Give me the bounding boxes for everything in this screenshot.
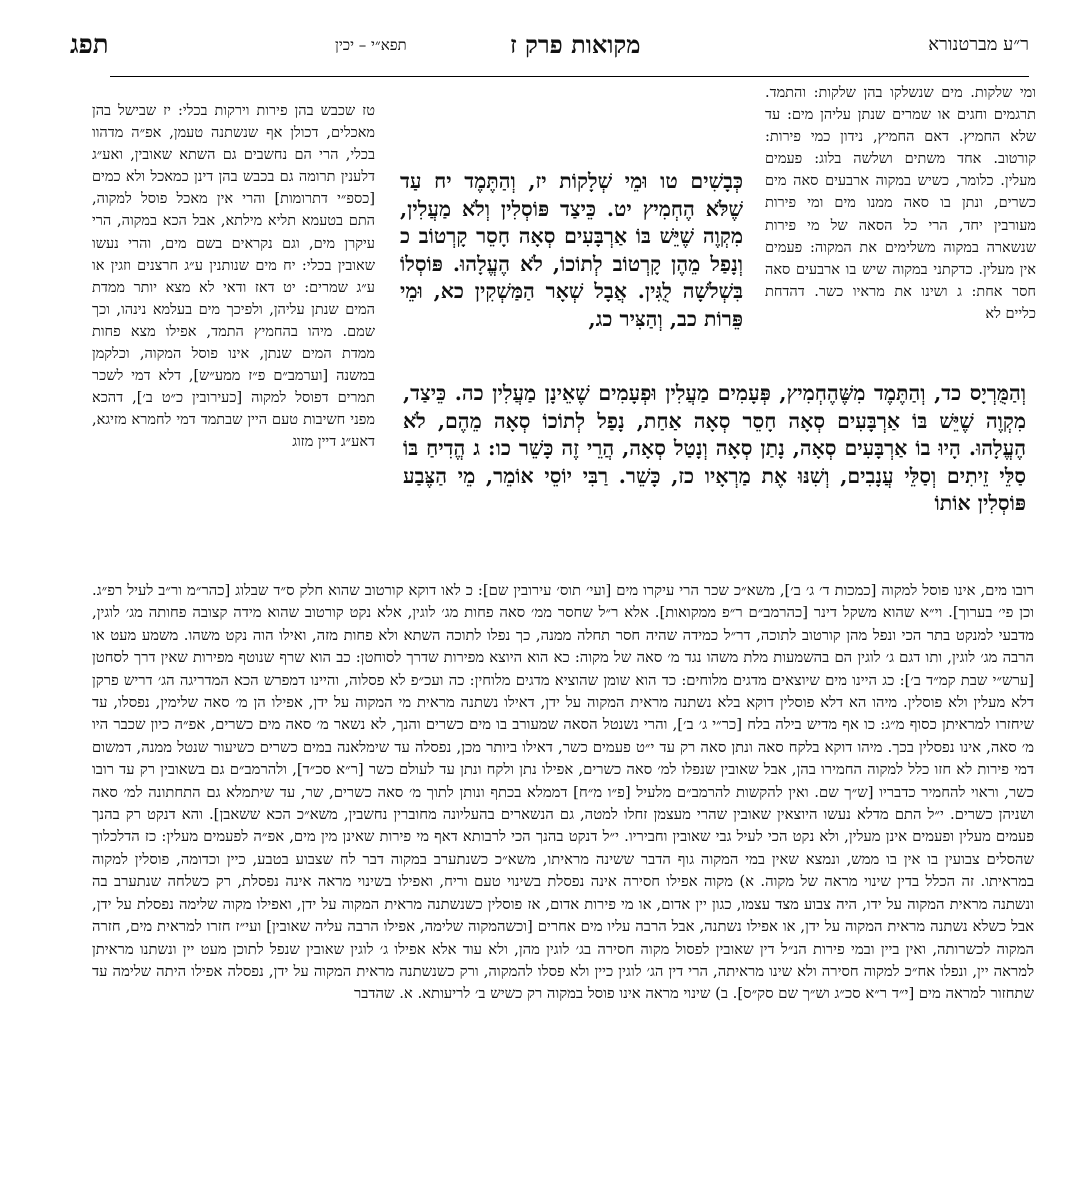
bottom-commentary: רובו מים, אינו פוסל למקוה [כמכות ד׳ ג׳ ב׳], משא״כ שכר הרי עיקרו מים [ועי׳ תוס׳ עירובין שם]: כ לאו דוקא קורטוב שהוא חלק ס״ד שבלוג [כהר״מ ור״ב לעיל רפ״ג. וכן פי׳ בערוך]. וי״א שהוא משקל דינר [כהרמב״ם ר״פ ממקואות]. אלא ר״ל שחסר ממ׳ סאה פחות מג׳ לוגין, אלא נקט קורטוב שהוא מידה קצובה פחותה מג׳ לוגין, מדבעי למנקט בתר הכי ונפל מהן קורטוב לתוכה, דר״ל כמידה שהיה חסר תחלה ממנה, כך נפלו לתוכה השתא ולא פחות מזה, ואילו הוה נקט משהו. משמע מעט או הרבה מג׳ לוגין, ותו דגם ג׳ לוגין הם בהשמעות מלת משהו נגד מ׳ סאה של מקוה: כא הוא היוצא מפירות שדרך לסוחטן: כב הוא שרף שנוטף מפירות שאין דרך לסחטן [ערש״י שבת קמ״ד ב׳]: כג היינו מים שיוצאים מדגים מלוחים: כד הוא שומן שהוציא מדגים מלוחין: כה ועכ״פ לא פסלוה, והיינו דמפרש הכא המדריגה הג׳ דריש פרקן דלא מעלין ולא פוסלין. מיהו הא דלא פוסלין דוקא בלא נשתנה מראית המקוה על ידן, דאילו נשתנה מראית מי המקוה על ידן, אפילו הן מ׳ סאה שלימין, נפסלו, עד שיחזרו למראיתן כסוף מ״ג: כו אף מדיש בילה בלח [כר״י ג׳ ב׳], והרי נשנטל הסאה שמעורב בו מים כשרים והנך, לא נשאר מ׳ סאה מים כשרים, אפ״ה כיון שכבר היו מ׳ סאה, אינו נפסלין בכך. מיהו דוקא בלקח סאה ונתן סאה רק עד י״ט פעמים כשר, דאילו ביותר מכן, נפסלה עד שימלאנה במים כשרים כשיעור שנטל ממנה, דמשום דמי פירות לא חזו כלל למקוה החמירו בהן, אבל שאובין שנפלו למ׳ סאה כשרים, אפילו נתן ולקח ונתן עד לעולם כשר [ר״א סכ״ד], ולהרמב״ם גם בשאובין רק עד רובו כשר, וראוי להחמיר כדבריו [ש״ך שם. ואין להקשות להרמב״ם מלעיל [פ״ו מ״ח] דממלא בכתף ונותן לתוך מ׳ סאה כשרים, שר, עד שיתמלא גם התחתונה למ׳ סאה ושניהן כשרים. י״ל התם מדלא נעשו היוצאין שאובין שהרי מעצמן זחלו למטה, גם הנשארים בהעליונה מחוברין נחשבין, משא״כ הכא ששאבן]. והא דנקט רק בהנך פעמים מעלין ופעמים אינן מעלין, ולא נקט הכי לעיל גבי שאובין וחביריו. י״ל דנקט בהנך הכי לרבותא דאף מי פירות שאינן מין מים, אפ״ה לפעמים מעלין: כז הדלכלוך שהסלים צבועין בו אין בו ממש, ונמצא שאין במי המקוה גוף הדבר ששינה מראיתו, משא״כ כשנתערב במקוה דבר לח שצבוע בטבע, כיין וכדומה, פוסלין למקוה במראיתו. זה הכלל בדין שינוי מראה של מקוה. א) מקוה אפילו חסירה אינה נפסלת בשינוי טעם וריח, ואפילו בשינוי מראה אינה נפסלת, רק כשלחה שנתערב בה ונשתנה מראית המקוה על ידו, היה צבוע מצד עצמו, כגון יין אדום, או מי פירות אדום, אז פוסלין כשנשתנה מראית המקוה על ידן, ואפילו מקוה שלימה נפסלת על ידן, אבל כשלא נשתנה מראית המקוה על ידן, או אפילו נשתנה, אבל הרבה עליו מים אחרים [וכשהמקוה שלימה, אפילו הרבה עליה שאובין] ועי״ז חזרו למראית מים, חזרה המקוה לכשרותה, ואין ביין ובמי פירות הנ״ל דין שאובין לפסול מקוה חסירה בג׳ לוגין מהן, ולא עוד אלא אפילו ג׳ לוגין שאובין שנפל לתוכן מעט יין ונשתנו מראיתן למראה יין, ונפלו אח״כ למקוה חסירה ולא שינו מראיתה, הרי דין הג׳ לוגין כיין ולא פסלו להמקוה, ורק כשנשתנה מראית המקוה על ידן, נפסלה אפילו היתה שלימה עד שתחזור למראה מים [י״ד ר״א סכ״ג וש״ך שם סק״ס]. ב) שינוי מראה אינו פוסל במקוה רק כשיש ב׳ לריעותא. א. שהדבר xyxy=(92,582,1034,1003)
mishnah-text-wide: וְהַמֻּרְיָס כד, וְהַתֶּמֶד מִשֶּׁהֶחְמִיץ, פְּעָמִים מַעֲלִין וּפְעָמִים שֶׁאֵינָן מַעֲלִין כה. כֵּיצַד, מִקְוֶה שֶׁיֵּשׁ בּוֹ אַרְבָּעִים סְאָה חָסֵר סְאָה אַחַת, נָפַל לְתוֹכוֹ סְאָה מֵהֶם, לֹא הֶעֱלָהוּ. הָיוּ בוֹ אַרְבָּעִים סְאָה, נָתַן סְאָה וְנָטַל סְאָה, הֲרֵי זֶה כָּשֵׁר כו: ג הֱדִיחַ בּוֹ סַלֵּי זֵיתִים וְסַלֵּי עֲנָבִים, וְשִׁנּוּ אֶת מַרְאָיו כז, כָּשֵׁר. רַבִּי יוֹסֵי אוֹמֵר, מֵי הַצֶּבַע פּוֹסְלִין אוֹתוֹ xyxy=(403,381,1026,516)
running-header xyxy=(70,30,1029,70)
mishnah-text-top: כְּבָשִׁים טו וּמֵי שְׁלָקוֹת יז, וְהַתֶּמֶד יח עַד שֶׁלֹּא הֶחְמִיץ יט. כֵּיצַד פּוֹסְלִין וְלֹא מַעֲלִין, מִקְוֶה שֶׁיֵּשׁ בּוֹ אַרְבָּעִים סְאָה חָסֵר קָרְטוֹב כ וְנָפַל מֵהֶן קָרְטוֹב לְתוֹכוֹ, לֹא הֶעֱלָהוּ. פּוֹסְלוֹ בִּשְׁלֹשָׁה לֻגִּין. אֲבָל שְׁאָר הַמַּשְׁקִין כא, וּמֵי פֵּרוֹת כב, וְהַצִּיר כג, xyxy=(400,169,743,331)
header-rule xyxy=(110,76,1029,77)
commentary-range: תפא״י – יכין xyxy=(335,36,407,54)
page-number: תפג xyxy=(70,30,109,60)
tractate-title: מקואות פרק ז xyxy=(510,30,641,59)
tiferet-yisrael-commentary: טז שכבש בהן פירות וירקות בכלי: יז שבישל בהן מאכלים, דכולן אף שנשתנה טעמן, אפ״ה מדהוו בכלי, הרי הם נחשבים גם השתא שאובין, ואע״ג דלענין תרומה גם בכבש בהן דינן כמאכל ולא כמים [כספ״י דתרומות] והרי אין מאכל פוסל למקוה, התם בטעמא תליא מילתא, אבל הכא במקוה, הרי עיקרן מים, וגם נקראים בשם מים, והרי נעשו שאובין בכלי: יח מים שנותנין ע״ג חרצנים וזגין או ע״ג שמרים: יט דאז ודאי לא מצא יותר ממדת המים שנתן עליהן, ולפיכך מים בעלמא נינהו, וכך שמם. מיהו בהחמיץ התמד, אפילו מצא פחות ממדת המים שנתן, אינו פוסל המקוה, וכלקמן במשנה [וערמב״ם פ״ז ממע״ש], דלא דמי לשכר תמרים דפוסל למקוה [כעירובין כ״ט ב׳], דהכא מפני חשיבות טעם היין שבתמד דמי לחמרא מזיגא, דאע״ג דיין מזוג xyxy=(92,103,375,451)
commentary-name: ר״ע מברטנורא xyxy=(928,34,1029,55)
bartenura-commentary: ומי שלקות. מים שנשלקו בהן שלקות: והתמד. תרגמים וחגים או שמרים שנתן עליהן מים: עד שלא החמיץ. דאם החמיץ, נידון כמי פירות: קורטוב. אחד משתים ושלשה בלוג: פעמים מעלין. כלומר, כשיש במקוה ארבעים סאה מים כשרים, ונתן בו סאה ממנו מים ומי פירות מעורבין יחד, הרי כל הסאה של מי פירות שנשארה במקוה משלימים את המקוה: פעמים אין מעלין. כדקתני במקוה שיש בו ארבעים סאה חסר אחת: ג ושינו את מראיו כשר. דהדחת כליים לא xyxy=(765,85,1036,322)
